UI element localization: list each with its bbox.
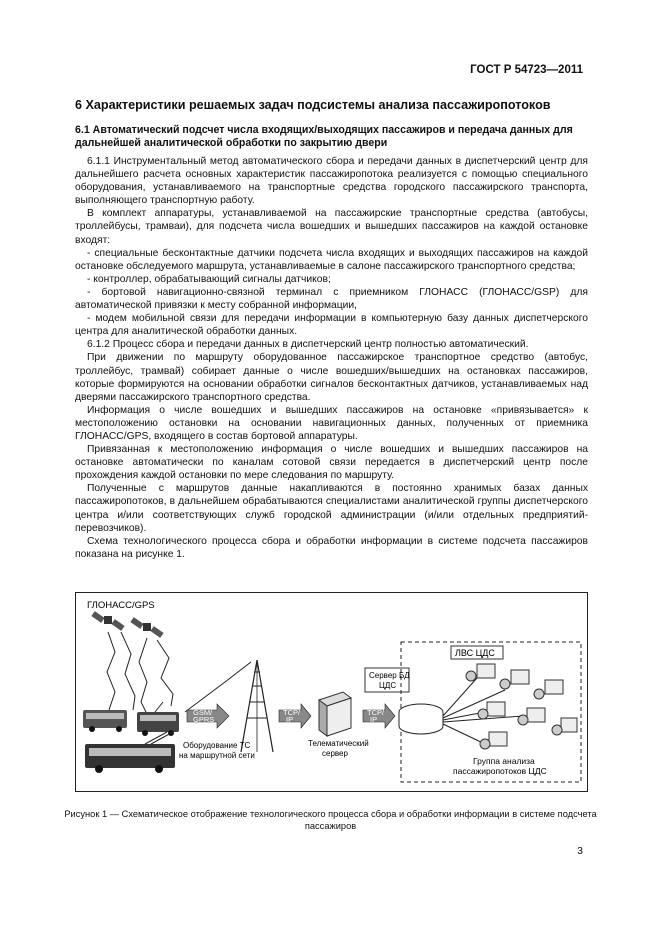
label-gsm-2: GPRS	[193, 715, 215, 724]
paragraph: Полученные с маршрутов данные накапливаются в постоянно хранимых базах данных пассажиропотоков, в дальнейшем обрабатываются специалистами аналитической группы диспетчерского центра и/или соответствующих служб городской администрации (и/или отдельных предприятий-перевозчиков).	[75, 483, 588, 534]
page-number: 3	[577, 845, 583, 857]
label-telematic-2: сервер	[322, 749, 348, 758]
figure-1	[75, 592, 588, 792]
label-db-1: Сервер БД	[369, 671, 410, 680]
label-vehicle-2: на маршрутной сети	[179, 751, 255, 760]
paragraph: 6.1.1 Инструментальный метод автоматического сбора и передачи данных в диспетчерский центр для дальнейшего расчета основных характеристик пассажиропотока реализуется с помощью специального оборудования, устанавливаемого на транспортные средства городского пассажирского транспорта, выполняющего транспортную работу.	[75, 156, 588, 207]
figure-caption: Рисунок 1 — Схематическое отображение технологического процесса сбора и обработки информации в системе подсчета пассажиров	[64, 809, 597, 831]
subsection-title: 6.1 Автоматический подсчет числа входящих/выходящих пассажиров и передача данных для дальнейшей аналитической обработки по закрытию двери	[75, 124, 573, 149]
label-telematic-1: Телематический	[308, 739, 369, 748]
process-diagram	[75, 592, 588, 792]
list-item: - модем мобильной связи для передачи информации в компьютерную базу данных диспетчерского центра для аналитической обработки данных.	[75, 313, 588, 338]
label-satellite: ГЛОНАСС/GPS	[87, 600, 155, 611]
label-tcp2-2: IP	[370, 715, 378, 724]
label-tcp1-2: IP	[286, 715, 294, 724]
label-vehicle-1: Оборудование ТС	[183, 741, 251, 750]
label-tcp1-1: TCP/	[283, 708, 301, 717]
server-icon	[319, 692, 351, 736]
paragraph: Информация о числе вошедших и вышедших пассажиров на остановке «привязывается» к местоположению остановки на основании навигационных данных, полученных от приемника ГЛОНАСС/GPS, входящего в состав бортовой аппаратуры.	[75, 404, 588, 442]
paragraph: 6.1.2 Процесс сбора и передачи данных в диспетчерский центр полностью автоматический.	[87, 339, 529, 351]
database-icon	[399, 704, 443, 734]
paragraph: Привязанная к местоположению информация о числе вошедших и вышедших пассажиров на остановке автоматически по каналам сотовой связи передается в диспетчерский центр после прохождения каждой остановки по мере следования по маршруту.	[75, 444, 588, 482]
list-item: - контроллер, обрабатывающий сигналы датчиков;	[87, 273, 331, 285]
label-lan: ЛВС ЦДС	[455, 648, 495, 658]
body-text	[75, 155, 588, 561]
list-item: - специальные бесконтактные датчики подсчета числа входящих и выходящих пассажиров на каждой остановке обследуемого маршрута, устанавливаемые в салоне пассажирского транспортного средства;	[75, 247, 588, 272]
section-title: 6 Характеристики решаемых задач подсистемы анализа пассажиропотоков	[75, 98, 551, 112]
label-gsm-1: GSM/	[193, 708, 213, 717]
label-db-2: ЦДС	[379, 681, 397, 690]
label-group-1: Группа анализа	[473, 756, 535, 766]
label-tcp2-1: TCP/	[367, 708, 385, 717]
list-item: - бортовой навигационно-связной терминал с приемником ГЛОНАСС (ГЛОНАСС/GSP) для автоматической привязки к месту собранной информации,	[75, 286, 588, 312]
paragraph: Схема технологического процесса сбора и обработки информации в системе подсчета пассажиров показана на рисунке 1.	[75, 535, 588, 560]
paragraph: При движении по маршруту оборудованное пассажирское транспортное средство (автобус, троллейбус, трамвай) собирает данные о числе вошедших/вышедших на остановках пассажиров, которые формируются на основании обработки сигналов бесконтактных датчиков, устанавливаемых над дверями пассажирского транспортного средства.	[75, 352, 588, 403]
paragraph: В комплект аппаратуры, устанавливаемой на пассажирские транспортные средства (автобусы, троллейбусы, трамваи), для подсчета числа вошедших и вышедших пассажиров на каждой остановке входят:	[75, 208, 588, 246]
label-group-2: пассажиропотоков ЦДС	[453, 766, 547, 776]
document-id: ГОСТ Р 54723—2011	[470, 64, 583, 76]
